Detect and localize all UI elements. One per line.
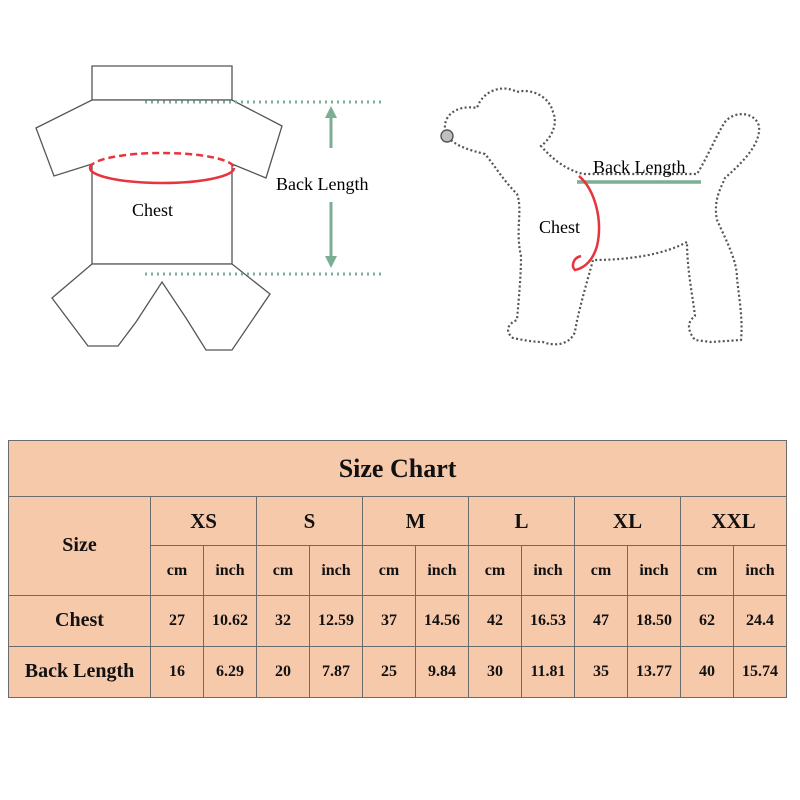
garment-back-length-label: Back Length: [276, 174, 369, 194]
size-header-label: Size: [9, 497, 151, 595]
chest-m-cm: 37: [363, 595, 416, 646]
back-m-cm: 25: [363, 646, 416, 697]
chest-xxl-inch: 24.4: [734, 595, 787, 646]
dog-outline: [445, 89, 759, 345]
size-chart-title: Size Chart: [9, 441, 787, 497]
unit-cm: cm: [575, 546, 628, 595]
size-header-l: L: [469, 497, 575, 546]
unit-cm: cm: [363, 546, 416, 595]
row-label-back-length: Back Length: [9, 646, 151, 697]
chest-xl-inch: 18.50: [628, 595, 681, 646]
back-xl-inch: 13.77: [628, 646, 681, 697]
back-xs-cm: 16: [151, 646, 204, 697]
garment-measurement-diagram: [20, 50, 400, 360]
size-header-m: M: [363, 497, 469, 546]
size-chart-table: [8, 440, 787, 698]
chest-xl-cm: 47: [575, 595, 628, 646]
back-s-cm: 20: [257, 646, 310, 697]
unit-cm: cm: [469, 546, 522, 595]
chest-m-inch: 14.56: [416, 595, 469, 646]
chest-s-cm: 32: [257, 595, 310, 646]
table-row: [9, 595, 787, 646]
unit-cm: cm: [681, 546, 734, 595]
dog-measurement-diagram: [425, 70, 795, 370]
back-xxl-inch: 15.74: [734, 646, 787, 697]
back-s-inch: 7.87: [310, 646, 363, 697]
chest-xs-cm: 27: [151, 595, 204, 646]
chest-xxl-cm: 62: [681, 595, 734, 646]
unit-inch: inch: [734, 546, 787, 595]
chest-xs-inch: 10.62: [204, 595, 257, 646]
dog-back-length-label: Back Length: [593, 157, 686, 177]
unit-cm: cm: [257, 546, 310, 595]
garment-chest-label: Chest: [132, 200, 174, 220]
back-xs-inch: 6.29: [204, 646, 257, 697]
size-header-s: S: [257, 497, 363, 546]
dog-chest-label: Chest: [539, 217, 581, 237]
unit-inch: inch: [416, 546, 469, 595]
back-m-inch: 9.84: [416, 646, 469, 697]
back-l-cm: 30: [469, 646, 522, 697]
size-header-xxl: XXL: [681, 497, 787, 546]
unit-cm: cm: [151, 546, 204, 595]
chest-l-cm: 42: [469, 595, 522, 646]
back-xxl-cm: 40: [681, 646, 734, 697]
row-label-chest: Chest: [9, 595, 151, 646]
chest-l-inch: 16.53: [522, 595, 575, 646]
garment-collar: [92, 66, 232, 100]
size-header-xs: XS: [151, 497, 257, 546]
back-xl-cm: 35: [575, 646, 628, 697]
unit-inch: inch: [310, 546, 363, 595]
chest-s-inch: 12.59: [310, 595, 363, 646]
garment-legs: [52, 264, 270, 350]
unit-inch: inch: [522, 546, 575, 595]
dog-nose: [441, 130, 453, 142]
back-l-inch: 11.81: [522, 646, 575, 697]
table-row: [9, 646, 787, 697]
unit-inch: inch: [628, 546, 681, 595]
unit-inch: inch: [204, 546, 257, 595]
size-header-xl: XL: [575, 497, 681, 546]
